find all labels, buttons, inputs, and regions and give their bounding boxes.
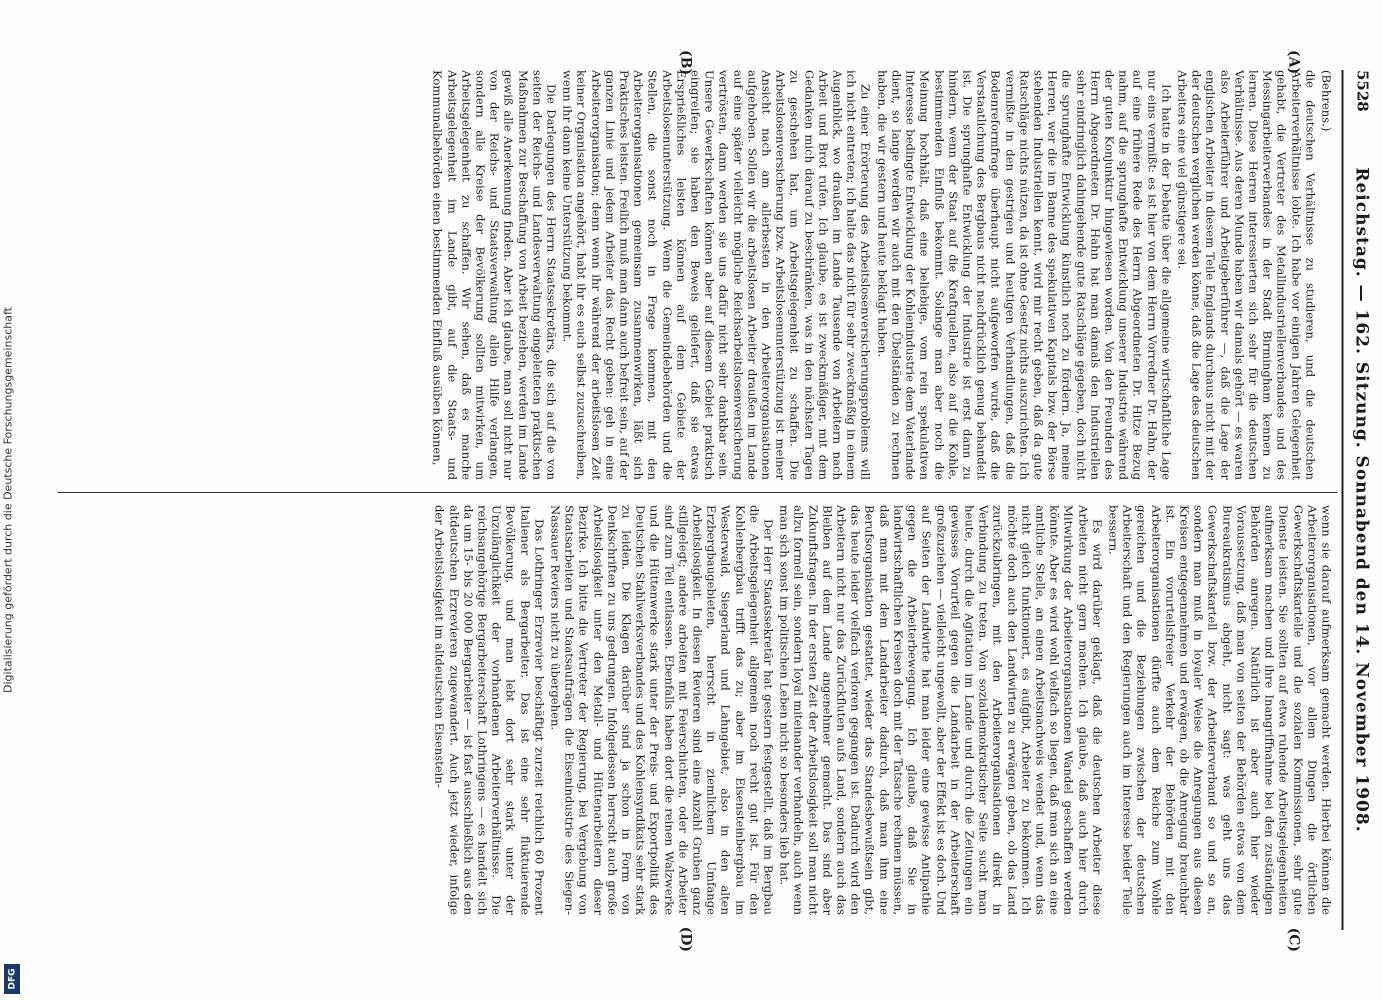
paragraph: Zu einer Erörterung des Arbeitslosenversicherungsproblems will ich nicht eintreten; ich halte das nicht für sehr zweckmäßig in einem Augenblick, wo draußen im Lande Tausende von Arbeitern nach Arbeit und Brot rufen. Ich glaube, es ist zweckmäßiger, mit dem Gedanken mich darauf zu beschränken, was in den nächsten Tagen zu geschehen hat, um Arbeitsgelegenheit zu schaffen. Die Arbeitslosenversicherung bzw. Arbeitslosenunterstützung ist meiner Ansicht nach am allerbesten in den Arbeiterorganisationen aufgehoben. Sollen wir die arbeitslosen Arbeiter draußen im Lande auf eine später vielleicht mögliche Reichsarbeitslosenversicherung vertrösten, dann werden sie uns dafür nicht sehr dankbar sein. Unsere Gewerkschaften können aber auf diesem Gebiet praktisch eingreifen; sie haben den Beweis geliefert, daß sie etwas Ersprießliches leisten können auf dem Gebiete der Arbeitslosenunterstützung. Wenn die Gemeindebehörden und die Stellen, die sonst noch in Frage kommen, mit den Arbeiterorganisationen gemeinsam zusammenwirken, läßt sich Praktisches leisten. Freilich muß man dann auch befreit sein, auf der ganzen Linie und jedem Arbeiter das Recht geben: geh in eine Arbeiterorganisation; denn wenn ihr während der arbeitslosen Zeit keiner Organisation angehört, habt ihr es euch selbst zuzuschreiben, wenn ihr dann keine Unterstützung bekommt. — [560, 70, 873, 480]
dfg-logo-text: DFG — [7, 968, 18, 990]
speaker-name: (Behrens.) — [1319, 70, 1333, 132]
column-divider — [57, 492, 1337, 493]
margin-marker-d: (D) — [677, 926, 693, 952]
page-number: 5528 — [1353, 70, 1371, 112]
credit-text: Digitalisierung gefördert durch die Deutsche Forschungsgemeinschaft — [1, 307, 15, 693]
paragraph: Die Darlegungen des Herrn Staatssekretärs, die sich auf die von seiten der Reichs- und Landesverwaltung eingeleiteten praktischen Maßnahmen zur Beschaffung von Arbeit beziehen, werden im Lande gewiß alle Anerkennung finden. Aber ich glaube, man soll nicht nur von der Reichs- und Staatsverwaltung allein Hilfe verlangen, sondern alle Kreise der Bevölkerung sollten mitwirken, um Arbeitsgelegenheit zu schaffen. Wir sehen, daß es manche Arbeitsgelegenheit im Lande gibt, auf die Staats- und Kommunalbehörden einen bestimmenden Einfluß ausüben können, — [430, 70, 559, 480]
page-header: Reichstag. — 162. Sitzung. Sonnabend den 14. November 1908. — [1351, 167, 1371, 833]
paragraph: Der Herr Staatssekretär hat gestern festgestellt, daß im Bergbau die Arbeitsgelegenheit allgemein noch recht gut ist. Für den Kohlenbergbau trifft das zu; aber im Eisensteinbergbau im Westerwald, Siegerland und Lahngebiet, also in den alten Erzbergbaugebieten, herrscht in ziemlichem Umfange Arbeitslosigkeit. In diesen Revieren sind eine Anzahl Gruben ganz stillgelegt; andere arbeiten mit Feierschichten, oder die Arbeiter sind zum Teil entlassen. Ebenfalls haben dort die reinen Walzwerke und die Hüttenwerke stark unter der Preis- und Exportpolitik des Deutschen Stahlwerksverbandes und des Kohlensyndikats sehr stark zu leiden. Die Klagen darüber sind ja schon in Form von Denkschriften zu uns gedrungen. Infolgedessen herrscht auch große Arbeitslosigkeit unter den Metall- und Hüttenarbeitern dieser Bezirke. Ich bitte die Vertreter der Regierung, bei Vergebung von Staatsarbeiten und Staatsaufträgen die Eisenindustrie des Siegen-Nassauer Reviers nicht zu übergehen. — [548, 505, 776, 915]
paragraph: Es wird darüber geklagt, daß die deutschen Arbeiter diese Arbeiten nicht gern machen. Ich glaube, daß auch hier durch Mitwirkung der Arbeiterorganisationen Wandel geschaffen werden könnte. Aber es wird wohl vielfach so liegen, daß man sich an eine amtliche Stelle, an einen Arbeitsnachweis wendet und, wenn das nicht gleich funktioniert, es aufgibt, Arbeiter zu bekommen. Ich möchte doch auch den Landwirten zu erwägen geben, ob das Land zurückzubringen, mit den Arbeiterorganisationen direkt in Verbindung zu treten. Von sozialdemokratischer Seite sucht man heute, durch die Agitation im Lande und durch die Zeitungen ein gewisses Vorurteil gegen die Landarbeit in der Arbeiterschaft großzuziehen — vielleicht ungewollt, aber der Effekt ist es doch. Und auf Seiten der Landwirte hat man leider eine gewisse Antipathie gegen die Arbeiterbewegung. Ich glaube, daß Sie in landwirtschaftlichen Kreisen doch mit der Tatsache rechnen müssen, daß man mit dem Landarbeiter dadurch, daß man ihm eine Berufsorganisation gestattet, wieder das Standesbewußtsein gibt, das heute leider vielfach verloren gegangen ist. Dadurch wird den Arbeitern nicht nur das Zurückfluten aufs Land, sondern auch das Bleiben auf dem Lande angenehmer gemacht. Das sind aber Zukunftsfragen. In der ersten Zeit der Arbeitslosigkeit soll man nicht allzu formell sein, sondern loyal miteinander verhandeln, auch wenn man sich sonst im politischen Leben nicht so besonders lieb hat. — [777, 505, 1104, 915]
digitization-credit — [0, 0, 22, 1000]
paragraph: die deutschen Verhältnisse zu studieren, und die deutschen Arbeiterverhältnisse lobte. Ich habe vor einigen Jahren Gelegenheit gehabt, die Vertreter des Metallindustriellenverbandes und des Messingarbeiterverbandes in der Stadt Birmingham kennen zu lernen. Diese Herren interessierten sich sehr für die deutschen Verhältnisse. Aus deren Munde haben wir damals gehört — es waren also Arbeiterführer und Arbeitgeberführer —, daß die Lage der englischen Arbeiter in diesem Teile Englands durchaus nicht mit der der deutschen verglichen werden könne, daß die Lage des deutschen Arbeiters eine viel günstigere sei. — [1174, 70, 1317, 480]
dfg-logo — [4, 964, 20, 994]
right-column — [83, 505, 1333, 915]
left-column — [83, 70, 1333, 480]
header-rule — [1341, 70, 1343, 930]
paragraph: wenn sie darauf aufmerksam gemacht werden. Hierbei können die Arbeiterorganisationen, vor allem Dingen die örtlichen Gewerkschaftskartelle und die sozialen Kommissionen, sehr gute Dienste leisten. Sie sollten auf etwa ruhende Arbeitsgelegenheiten aufmerksam machen und ihre Inangriffnahme bei den zuständigen Behörden anregen. Natürlich ist aber auch hier wieder Voraussetzung, daß man von seiten der Behörden etwas von dem Bureaukratismus abgeht, nicht sagt: was geht uns das Gewerkschaftskartell bzw. der Arbeiterverband so und so an, sondern man muß in loyaler Weise die Anregungen aus diesen Kreisen entgegennehmen und erwägen, ob die Anregung brauchbar ist. Ein vorurteilsfreier Verkehr der Behörden mit den Arbeiterorganisationen dürfte auch dem Reiche zum Wohle gereichen und die Beziehungen zwischen der deutschen Arbeiterschaft und den Regierungen auch im Interesse beider Teile bessern. — [1105, 505, 1333, 915]
margin-marker-b: (B) — [677, 50, 693, 76]
paragraph: Das Lothringer Erzrevier beschäftigt zurzeit reichlich 60 Prozent Italiener als Bergarbeiter. Das ist eine sehr fluktuierende Bevölkerung, und man lebt dort sehr stark unter der Unzulänglichkeit der vorhandenen Arbeiterverhältnisse. Die reichsangehörige Bergarbeiterschaft Lothringens — es handelt sich da um 15- bis 20 000 Bergarbeiter — ist fast ausschließlich aus den altdeutschen Erzrevieren zugewandert. Auch jetzt wieder, infolge der Arbeitslosigkeit im altdeutschen Eisenstein- — [432, 505, 546, 915]
margin-marker-a: (A) — [1285, 50, 1301, 75]
margin-marker-c: (C) — [1285, 927, 1301, 952]
paragraph: Ich hatte in der Debatte über die allgemeine wirtschaftliche Lage nur eins vermißt: es ist hier von dem Herrn Vorredner Dr. Hahn, der auf eine frühere Rede des Herrn Abgeordneten Dr. Hitze Bezug nahm, auf die sprunghafte Entwicklung unserer Industrie während der guten Konjunktur hingewiesen worden. Von den Freunden des Herrn Abgeordneten Dr. Hahn hat man damals den Industriellen sehr eindringlich dahingehende gute Ratschläge gegeben, doch nicht die sprunghafte Entwicklung künstlich noch zu fördern. Ja, meine Herren, wer die im Banne des spekulativen Kapitals bzw. der Börse stehenden Industriellen kennt, wird mir recht geben, daß da gute Ratschläge nichts nützen, da ist ohne Gesetz nichts auszurichten. Ich vermißte in den gestrigen und heutigen Verhandlungen, daß die Bodenreformfrage überhaupt nicht aufgeworfen wurde, daß die Verstaatlichung des Bergbaus nicht nachdrücklich genug behandelt ist. Die sprunghafte Entwicklung der Industrie ist erst dann zu hindern, wenn der Staat auf die Kraftquellen, also auf die Kohle, bestimmenden Einfluß bekommt. Solange man aber noch die Meinung hochhält, daß eine beliebige, vom rein spekulativen Interesse bedingte Entwicklung der Kohlenindustrie dem Vaterlande dient, so lange werden wir auch mit den Übelständen zu rechnen haben, die wir gestern und heute beklagt haben. — [874, 70, 1173, 480]
